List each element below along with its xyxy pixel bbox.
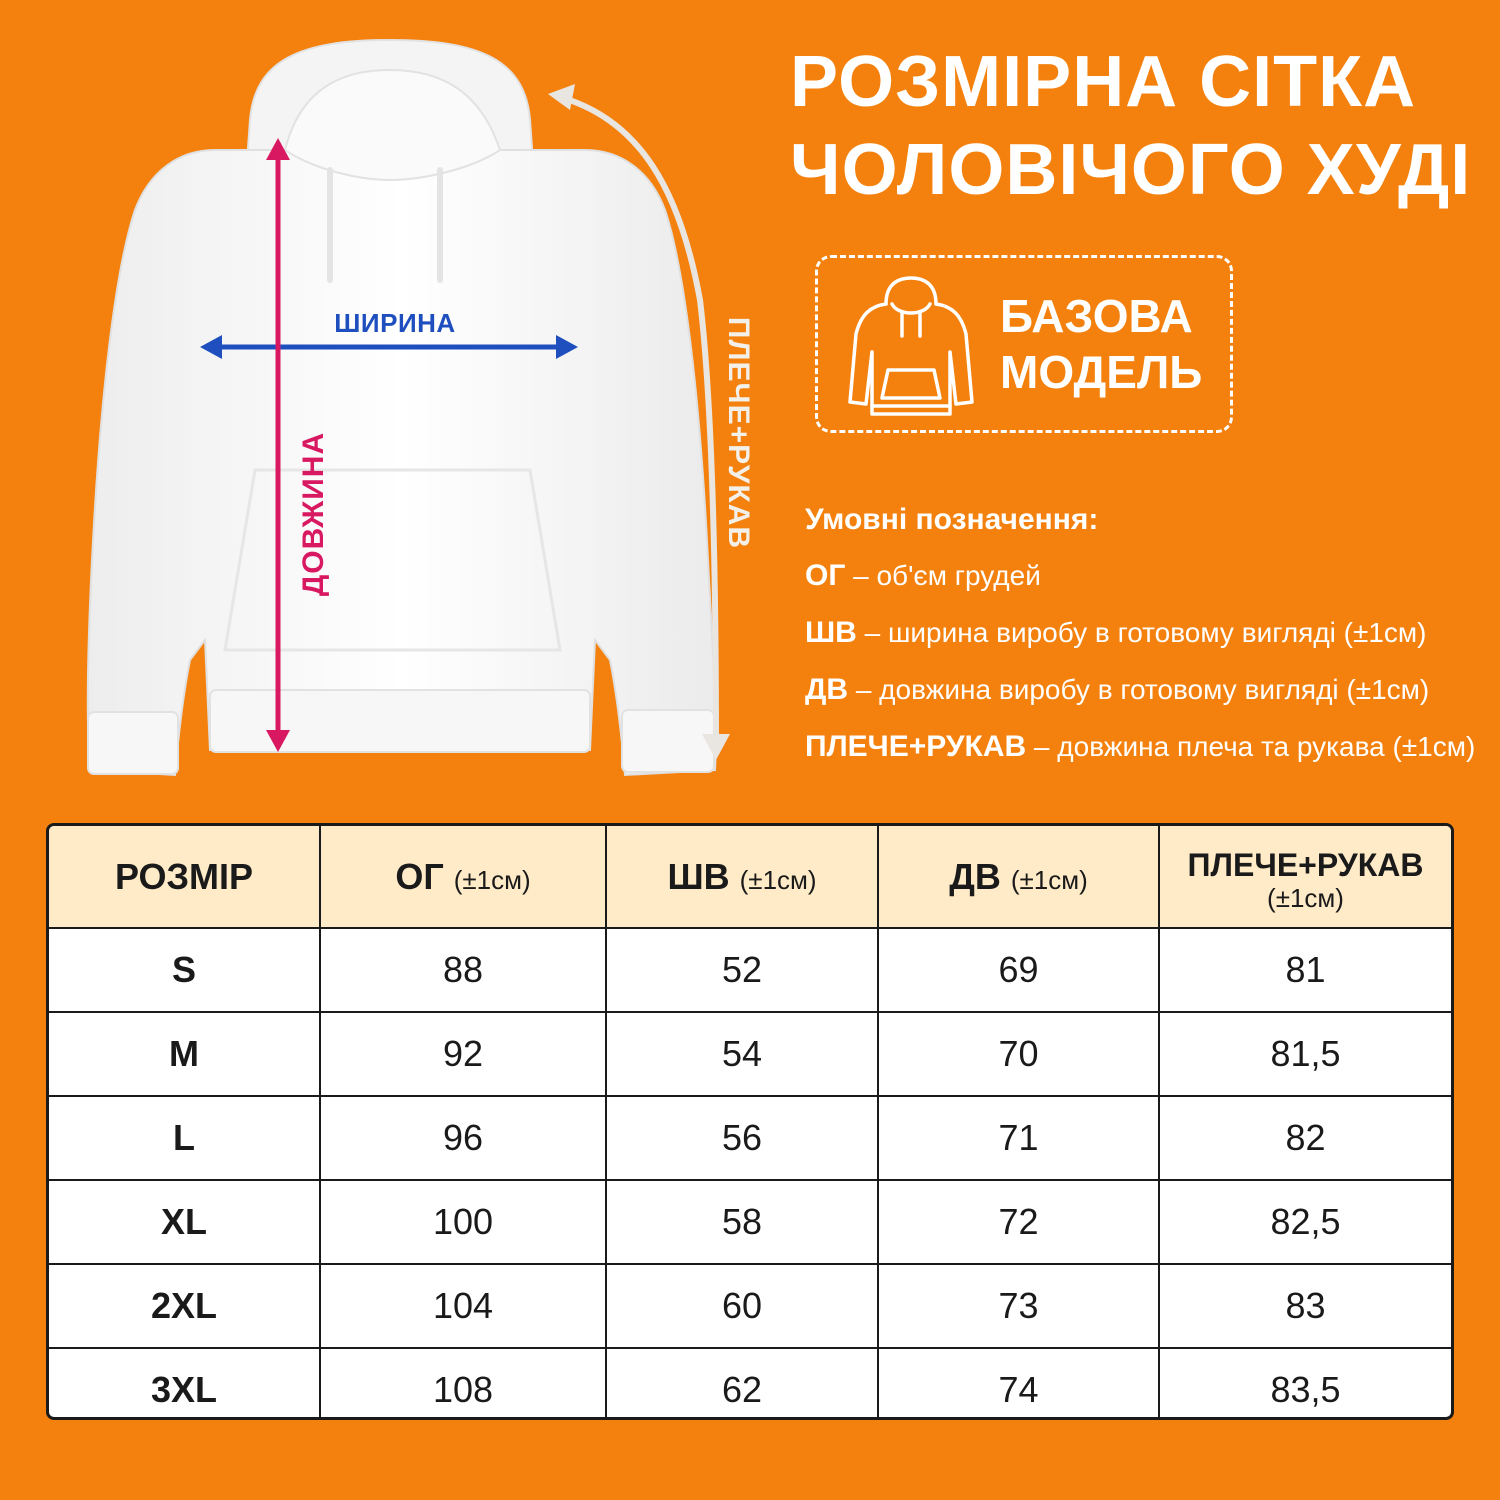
sleeve-cell: 81: [1159, 928, 1451, 1012]
legend-text: – об'єм грудей: [845, 560, 1041, 591]
size-cell: 2XL: [49, 1264, 320, 1348]
legend-abbr: ШВ: [805, 616, 857, 649]
size-cell: XL: [49, 1180, 320, 1264]
sleeve-cell: 82: [1159, 1096, 1451, 1180]
length-cell: 70: [878, 1012, 1159, 1096]
table-row: [49, 1264, 1451, 1348]
legend-abbr: ПЛЕЧЕ+РУКАВ: [805, 730, 1027, 763]
legend-title: Умовні позначення:: [805, 503, 1099, 536]
legend-item: [805, 727, 1495, 784]
sleeve-cell: 82,5: [1159, 1180, 1451, 1264]
title-line-2: ЧОЛОВІЧОГО ХУДІ: [790, 130, 1472, 210]
legend-item: [805, 556, 1495, 613]
width-cell: 60: [606, 1264, 878, 1348]
model-label-line-1: БАЗОВА: [1000, 290, 1193, 342]
hoodie-diagram: [0, 0, 790, 800]
model-label-line-2: МОДЕЛЬ: [1000, 346, 1203, 398]
width-label: ШИРИНА: [334, 308, 456, 338]
chest-cell: 104: [320, 1264, 606, 1348]
header-width: ШВ (±1см): [606, 826, 878, 928]
length-cell: 71: [878, 1096, 1159, 1180]
length-label: ДОВЖИНА: [297, 431, 330, 597]
size-cell: L: [49, 1096, 320, 1180]
sleeve-cell: 83,5: [1159, 1348, 1451, 1420]
width-cell: 54: [606, 1012, 878, 1096]
width-cell: 56: [606, 1096, 878, 1180]
legend-text: – ширина виробу в готовому вигляді (±1см): [856, 617, 1427, 648]
legend-abbr: ОГ: [805, 559, 846, 592]
legend: [805, 500, 1495, 784]
page-title: [790, 38, 1470, 214]
chest-cell: 92: [320, 1012, 606, 1096]
chest-cell: 88: [320, 928, 606, 1012]
legend-text: – довжина виробу в готовому вигляді (±1см): [848, 674, 1430, 705]
sleeve-cell: 81,5: [1159, 1012, 1451, 1096]
header-length: ДВ (±1см): [878, 826, 1159, 928]
legend-abbr: ДВ: [805, 673, 849, 706]
width-cell: 58: [606, 1180, 878, 1264]
model-badge: [815, 255, 1233, 433]
size-cell: 3XL: [49, 1348, 320, 1420]
table-header-row: [49, 826, 1451, 928]
hoodie-outline-icon: [846, 274, 976, 419]
chest-cell: 96: [320, 1096, 606, 1180]
shoulder-sleeve-label: ПЛЕЧЕ+РУКАВ: [722, 316, 755, 550]
model-label: [1000, 288, 1202, 400]
sleeve-cell: 83: [1159, 1264, 1451, 1348]
header-shoulder-sleeve: ПЛЕЧЕ+РУКАВ (±1см): [1159, 826, 1451, 928]
table-row: [49, 1012, 1451, 1096]
table-row: [49, 928, 1451, 1012]
size-table: [46, 823, 1454, 1420]
title-line-1: РОЗМІРНА СІТКА: [790, 42, 1417, 122]
width-cell: 62: [606, 1348, 878, 1420]
legend-item: [805, 613, 1495, 670]
legend-text: – довжина плеча та рукава (±1см): [1026, 731, 1476, 762]
length-cell: 69: [878, 928, 1159, 1012]
header-chest: ОГ (±1см): [320, 826, 606, 928]
length-cell: 74: [878, 1348, 1159, 1420]
length-cell: 73: [878, 1264, 1159, 1348]
header-size: РОЗМІР: [49, 826, 320, 928]
hoodie-illustration: [0, 0, 790, 800]
table-row: [49, 1096, 1451, 1180]
width-cell: 52: [606, 928, 878, 1012]
table-row: [49, 1348, 1451, 1420]
length-cell: 72: [878, 1180, 1159, 1264]
chest-cell: 100: [320, 1180, 606, 1264]
legend-item: [805, 670, 1495, 727]
chest-cell: 108: [320, 1348, 606, 1420]
size-cell: M: [49, 1012, 320, 1096]
size-cell: S: [49, 928, 320, 1012]
table-row: [49, 1180, 1451, 1264]
